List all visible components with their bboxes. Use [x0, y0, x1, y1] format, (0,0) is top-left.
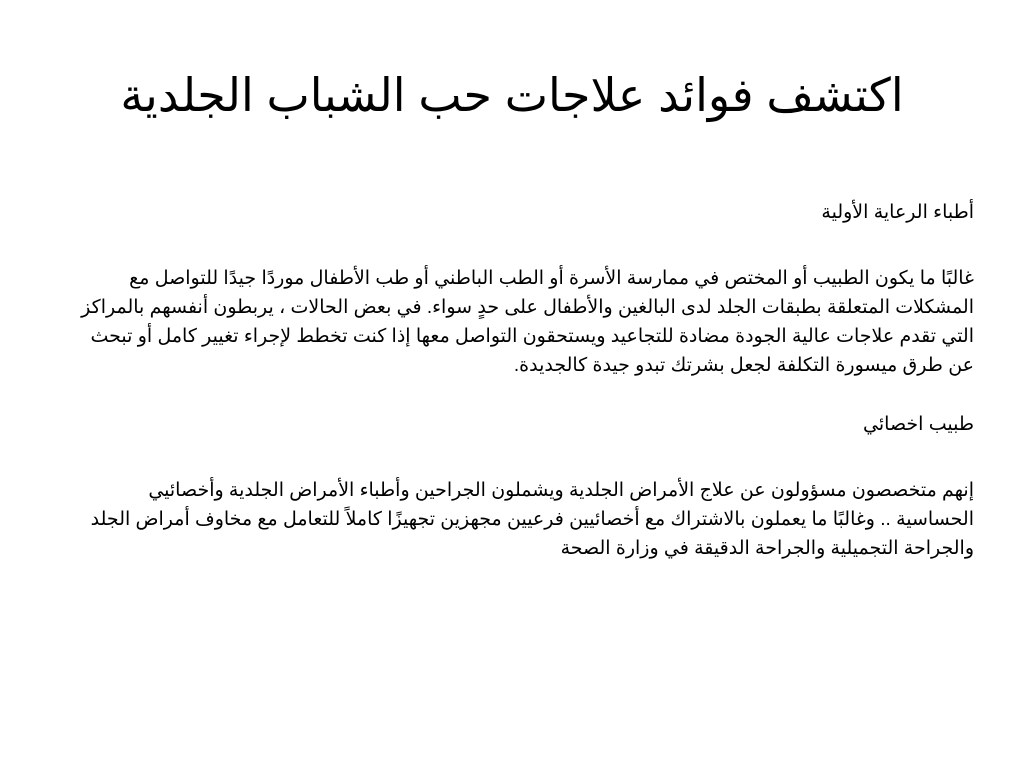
section-heading-specialist: طبيب اخصائي	[863, 414, 974, 435]
slide-title: اكتشف فوائد علاجات حب الشباب الجلدية	[120, 69, 904, 121]
slide-body	[70, 198, 974, 600]
section-heading-primary-care: أطباء الرعاية الأولية	[821, 202, 974, 223]
section-text-specialist: إنهم متخصصون مسؤولون عن علاج الأمراض الجلدية ويشملون الجراحين وأطباء الأمراض الجلدية وأخصائيي الحساسية .. وغالبًا ما يعملون بالاشتراك مع أخصائيين فرعيين مجهزين تجهيزًا كاملاً للتعامل مع مخاوف أمراض الجلد والجراحة التجميلية والجراحة الدقيقة في وزارة الصحة	[90, 480, 974, 559]
section-text-primary-care: غالبًا ما يكون الطبيب أو المختص في ممارسة الأسرة أو الطب الباطني أو طب الأطفال موردًا جيدًا للتواصل مع المشكلات المتعلقة بطبقات الجلد لدى البالغين والأطفال على حدٍ سواء. في بعض الحالات ، يربطون أنفسهم بالمراكز التي تقدم علاجات عالية الجودة مضادة للتجاعيد ويستحقون التواصل معها إذا كنت تخطط لإجراء تغيير كامل أو تبحث عن طرق ميسورة التكلفة لجعل بشرتك تبدو جيدة كالجديدة.	[81, 268, 974, 376]
